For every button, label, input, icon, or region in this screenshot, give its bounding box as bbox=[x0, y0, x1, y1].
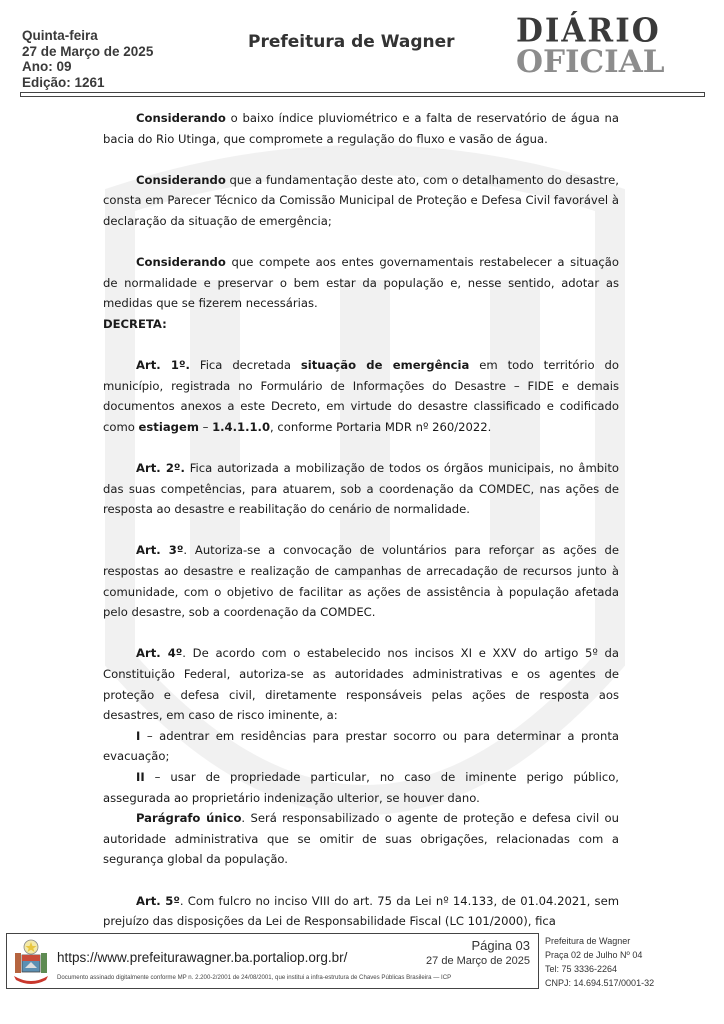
article-label: Art. 3º bbox=[136, 543, 184, 558]
paragraph-text: que compete aos entes governamentais restabelecer a situação de normalidade e preservar o bem estar da população e, nesse sentido, adotar as medidas que se fizerem necessárias. bbox=[103, 255, 619, 311]
article-text: . Autoriza-se a convocação de voluntários para reforçar as ações de respostas ao desastre e realização de campanhas de arrecadação de recursos junto à comunidade, com o objetivo de facilitar as ações de assistência à população afetada pelo desastre, sob a coordenação da COMDEC. bbox=[103, 543, 619, 620]
bold-term: situação de emergência bbox=[300, 358, 470, 373]
decreta-heading bbox=[103, 314, 619, 335]
bold-term: Considerando bbox=[136, 111, 226, 125]
article-text: em todo território do município, registrada no Formulário de Informações do Desastre – FIDE e demais documentos anexos a este Decreto, em virtude do desastre classificado e codificado como bbox=[103, 358, 619, 434]
inciso-2 bbox=[103, 767, 619, 808]
header-divider bbox=[20, 92, 705, 97]
paragraph-text: que a fundamentação deste ato, com o detalhamento do desastre, consta em Parecer Técnico da Comissão Municipal de Proteção e Defesa Civil favorável à declaração da situação de emergência; bbox=[103, 172, 619, 228]
footer-box bbox=[6, 933, 539, 989]
logo-line-2: OFICIAL bbox=[516, 44, 665, 80]
decreta-label: DECRETA: bbox=[103, 316, 167, 331]
bold-term: Considerando bbox=[136, 255, 226, 270]
org-cnpj: CNPJ: 14.694.517/0001-32 bbox=[545, 978, 655, 988]
paragraph-label: Parágrafo único bbox=[136, 811, 242, 826]
article-label: Art. 2º. bbox=[136, 461, 185, 476]
page-title: Prefeitura de Wagner bbox=[248, 32, 455, 52]
article-text: Fica autorizada a mobilização de todos os órgãos municipais, no âmbito das suas competências, para atuarem, sob a coordenação da COMDEC, nas ações de resposta ao desastre e reabilitação do cenário de normalidade. bbox=[103, 461, 619, 517]
edition-date: 27 de Março de 2025 bbox=[22, 43, 154, 59]
paragraph-text: . Será responsabilizado o agente de proteção e defesa civil ou autoridade administrativa que se omitir de suas obrigações, relacionadas com a segurança global da população. bbox=[103, 811, 619, 867]
portal-link[interactable]: https://www.prefeiturawagner.ba.portaliop.org.br/ bbox=[57, 950, 348, 965]
bold-term: 1.4.1.1.0 bbox=[212, 419, 271, 434]
org-name: Prefeitura de Wagner bbox=[545, 936, 631, 946]
document-body bbox=[103, 108, 619, 932]
article-text: . De acordo com o estabelecido nos incisos XI e XXV do artigo 5º da Constituição Federal, autoriza-se as autoridades administrativas e os agentes de proteção e defesa civil, diretamente responsáveis pelas ações de resposta aos desastres, em caso de risco iminente, a: bbox=[103, 646, 619, 723]
article-4 bbox=[103, 643, 619, 725]
article-2 bbox=[103, 458, 619, 520]
footer-contact bbox=[545, 934, 654, 990]
paragraph-considerando-1 bbox=[103, 108, 619, 149]
logo-line-1: DIÁRIO bbox=[516, 12, 661, 50]
article-label: Art. 1º. bbox=[136, 358, 190, 373]
bold-term: Considerando bbox=[136, 172, 226, 187]
inciso-text: – adentrar em residências para prestar socorro ou para determinar a pronta evacuação; bbox=[103, 728, 619, 764]
inciso-text: – usar de propriedade particular, no caso de iminente perigo público, assegurada ao proprietário indenização ulterior, se houver dano. bbox=[103, 770, 619, 805]
inciso-label: I bbox=[136, 728, 141, 743]
footer-date: 27 de Março de 2025 bbox=[426, 955, 530, 967]
edition-number: Edição: 1261 bbox=[22, 74, 105, 90]
paragraph-text: o baixo índice pluviométrico e a falta de reservatório de água na bacia do Rio Utinga, que compromete a regulação do fluxo e vasão de água. bbox=[103, 111, 619, 146]
page-number: Página 03 bbox=[471, 938, 530, 953]
article-5 bbox=[103, 891, 619, 932]
article-label: Art. 5º bbox=[136, 893, 180, 908]
org-phone: Tel: 75 3336-2264 bbox=[545, 964, 618, 974]
article-text: – bbox=[198, 419, 213, 434]
paragraph-considerando-2 bbox=[103, 170, 619, 232]
inciso-label: II bbox=[136, 770, 145, 784]
edition-info bbox=[22, 28, 153, 90]
article-3 bbox=[103, 540, 619, 622]
article-label: Art. 4º bbox=[136, 646, 183, 661]
inciso-1 bbox=[103, 726, 619, 767]
article-1 bbox=[103, 355, 619, 437]
article-text: , conforme Portaria MDR nº 260/2022. bbox=[270, 419, 492, 434]
article-text: . Com fulcro no inciso VIII do art. 75 da Lei nº 14.133, de 01.04.2021, sem prejuízo das disposições da Lei de Responsabilidade Fiscal (LC 101/2000), fica bbox=[103, 893, 619, 929]
bold-term: estiagem bbox=[138, 419, 199, 434]
paragrafo-unico bbox=[103, 808, 619, 870]
municipal-crest-icon bbox=[11, 938, 51, 984]
diario-oficial-logo bbox=[514, 14, 674, 78]
weekday: Quinta-feira bbox=[22, 28, 98, 43]
org-address: Praça 02 de Julho Nº 04 bbox=[545, 950, 643, 960]
article-text: Fica decretada bbox=[189, 358, 301, 373]
edition-year: Ano: 09 bbox=[22, 59, 72, 74]
paragraph-considerando-3 bbox=[103, 252, 619, 314]
digital-signature-note: Documento assinado digitalmente conforme MP n. 2.200-2/2001 de 24/08/2001, que institui a infra-estrutura de Chaves Públicas Brasileira — ICP bbox=[57, 974, 452, 981]
